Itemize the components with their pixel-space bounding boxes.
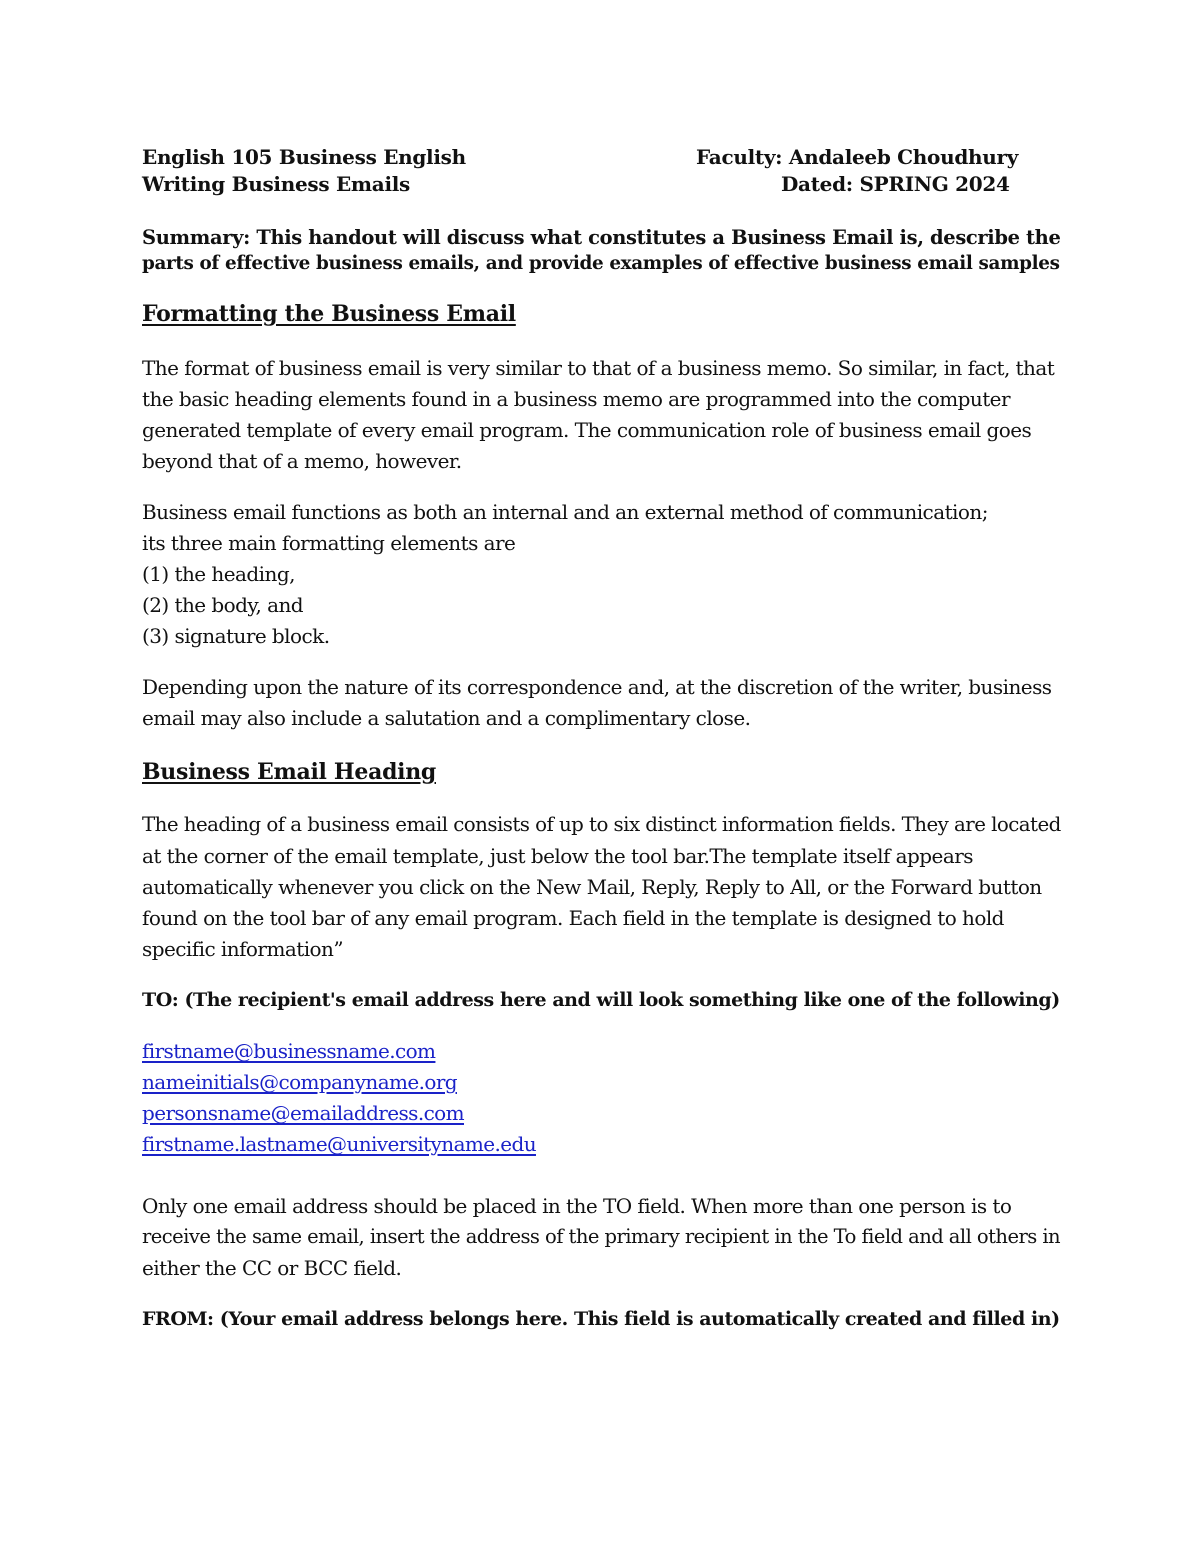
from-field-label: FROM: (Your email address belongs here. This field is automatically created and filled in): [142, 1308, 1060, 1330]
paragraph-line: The heading of a business email consists of up to six distinct information fields. They are located: [142, 813, 1061, 836]
paragraph-line: beyond that of a memo, however.: [142, 449, 462, 473]
to-field-label: TO: (The recipient's email address here and will look something like one of the following): [142, 989, 1060, 1011]
section-heading-email-heading: Business Email Heading: [142, 759, 436, 785]
paragraph-line: generated template of every email program. The communication role of business email goes: [142, 418, 1032, 442]
paragraph-line: Depending upon the nature of its correspondence and, at the discretion of the writer, business: [142, 675, 1052, 699]
paragraph-line: Business email functions as both an internal and an external method of communication;: [142, 500, 988, 524]
paragraph-line: receive the same email, insert the address of the primary recipient in the To field and all others in: [142, 1225, 1061, 1248]
handout-date: Dated: SPRING 2024: [781, 172, 1010, 196]
faculty-name: Faculty: Andaleeb Choudhury: [696, 145, 1019, 169]
email-link[interactable]: firstname@businessname.com: [142, 1039, 436, 1063]
email-link[interactable]: firstname.lastname@universityname.edu: [142, 1132, 536, 1156]
paragraph-line: either the CC or BCC field.: [142, 1256, 402, 1280]
list-item-body: (2) the body, and: [142, 593, 304, 617]
handout-topic: Writing Business Emails: [142, 172, 410, 196]
summary-line-2: parts of effective business emails, and provide examples of effective business email samples: [142, 253, 1060, 274]
section-heading-formatting: Formatting the Business Email: [142, 301, 516, 327]
paragraph-line: at the corner of the email template, just below the tool bar.The template itself appears: [142, 844, 973, 868]
paragraph-line: specific information”: [142, 937, 344, 961]
course-title: English 105 Business English: [142, 145, 466, 169]
paragraph-line: its three main formatting elements are: [142, 531, 516, 555]
paragraph-line: Only one email address should be placed in the TO field. When more than one person is to: [142, 1194, 1012, 1218]
email-link[interactable]: nameinitials@companyname.org: [142, 1070, 457, 1094]
paragraph-line: found on the tool bar of any email program. Each field in the template is designed to hold: [142, 906, 1004, 930]
summary-line-1: Summary: This handout will discuss what constitutes a Business Email is, describe the: [142, 226, 1061, 249]
list-item-signature: (3) signature block.: [142, 624, 330, 648]
email-link[interactable]: personsname@emailaddress.com: [142, 1101, 464, 1125]
paragraph-line: The format of business email is very similar to that of a business memo. So similar, in fact, that: [142, 356, 1055, 380]
list-item-heading: (1) the heading,: [142, 562, 295, 586]
paragraph-line: the basic heading elements found in a business memo are programmed into the computer: [142, 387, 1010, 411]
paragraph-line: automatically whenever you click on the New Mail, Reply, Reply to All, or the Forward button: [142, 875, 1042, 899]
paragraph-line: email may also include a salutation and a complimentary close.: [142, 706, 751, 730]
